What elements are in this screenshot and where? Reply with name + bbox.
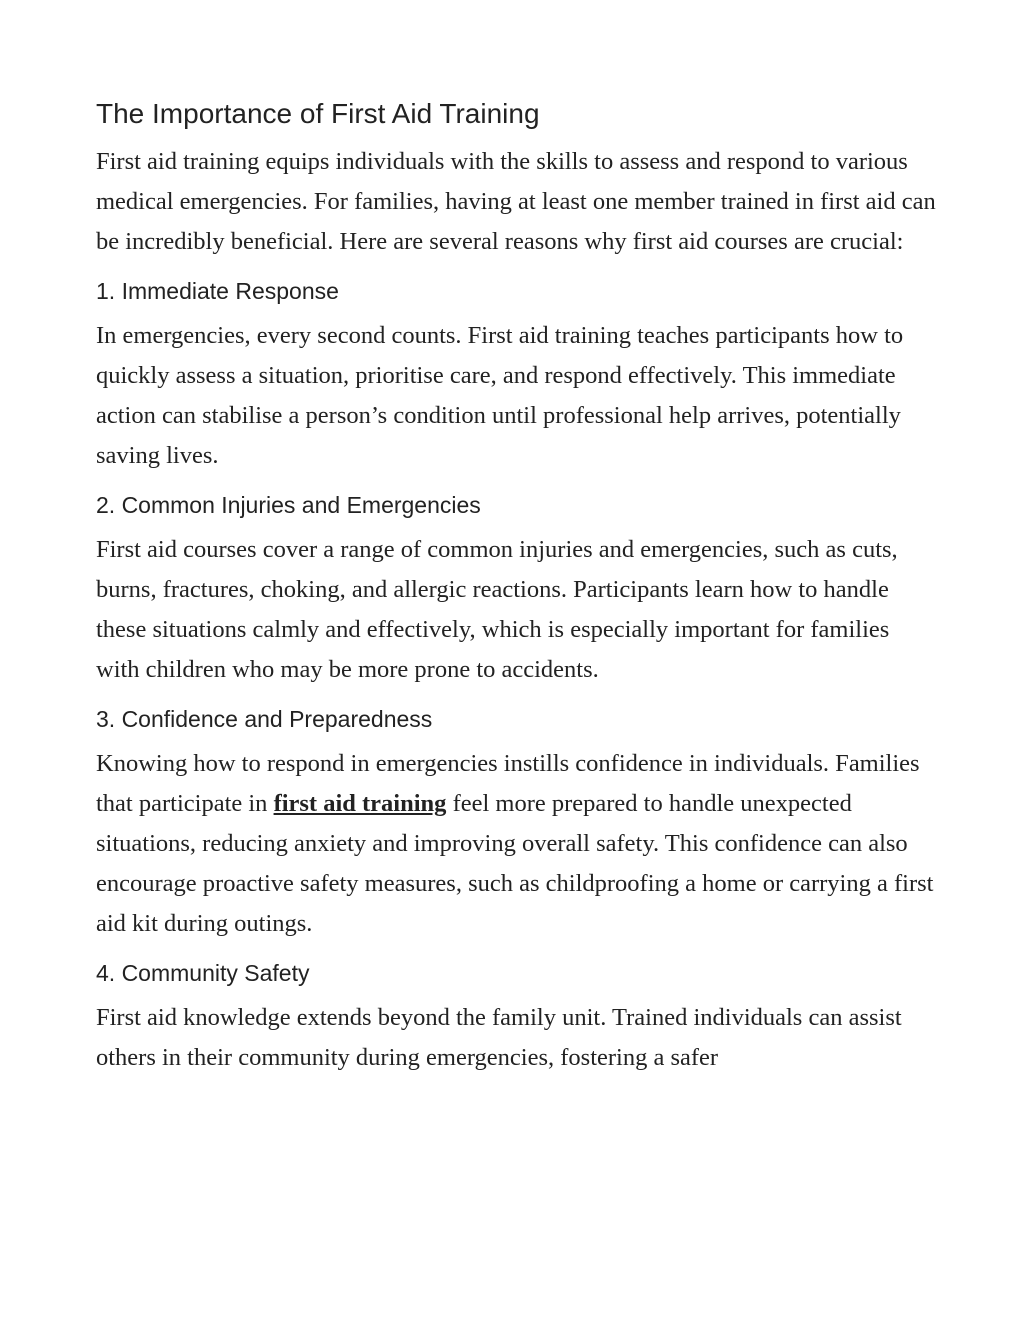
section-heading-common-injuries: 2. Common Injuries and Emergencies xyxy=(96,492,481,518)
section-paragraph-confidence xyxy=(96,744,936,944)
first-aid-training-link[interactable]: first aid training xyxy=(273,790,447,817)
section-heading-immediate-response: 1. Immediate Response xyxy=(96,278,339,304)
section-paragraph-common-injuries: First aid courses cover a range of common injuries and emergencies, such as cuts, burns, fractures, choking, and allergic reactions. Participants learn how to handle these situations calmly and effectively, which is especially important for families with children who may be more prone to accidents. xyxy=(96,536,898,683)
article xyxy=(96,94,936,1092)
paragraph-text-before-link: Knowing how to respond in emergencies instills confidence in individuals. Families that participate in xyxy=(96,750,920,817)
page-title: The Importance of First Aid Training xyxy=(96,98,540,129)
section-paragraph-community-safety: First aid knowledge extends beyond the family unit. Trained individuals can assist others in their community during emergencies, fostering a safer xyxy=(96,1004,902,1071)
section-heading-confidence: 3. Confidence and Preparedness xyxy=(96,706,433,732)
paragraph-text-after-link: feel more prepared to handle unexpected situations, reducing anxiety and improving overall safety. This confidence can also encourage proactive safety measures, such as childproofing a home or carrying a first aid kit during outings. xyxy=(96,790,934,937)
section-heading-community-safety: 4. Community Safety xyxy=(96,960,310,986)
section-paragraph-immediate-response: In emergencies, every second counts. First aid training teaches participants how to quickly assess a situation, prioritise care, and respond effectively. This immediate action can stabilise a person’s condition until professional help arrives, potentially saving lives. xyxy=(96,322,904,469)
intro-paragraph: First aid training equips individuals with the skills to assess and respond to various medical emergencies. For families, having at least one member trained in first aid can be incredibly beneficial. Here are several reasons why first aid courses are crucial: xyxy=(96,148,936,255)
